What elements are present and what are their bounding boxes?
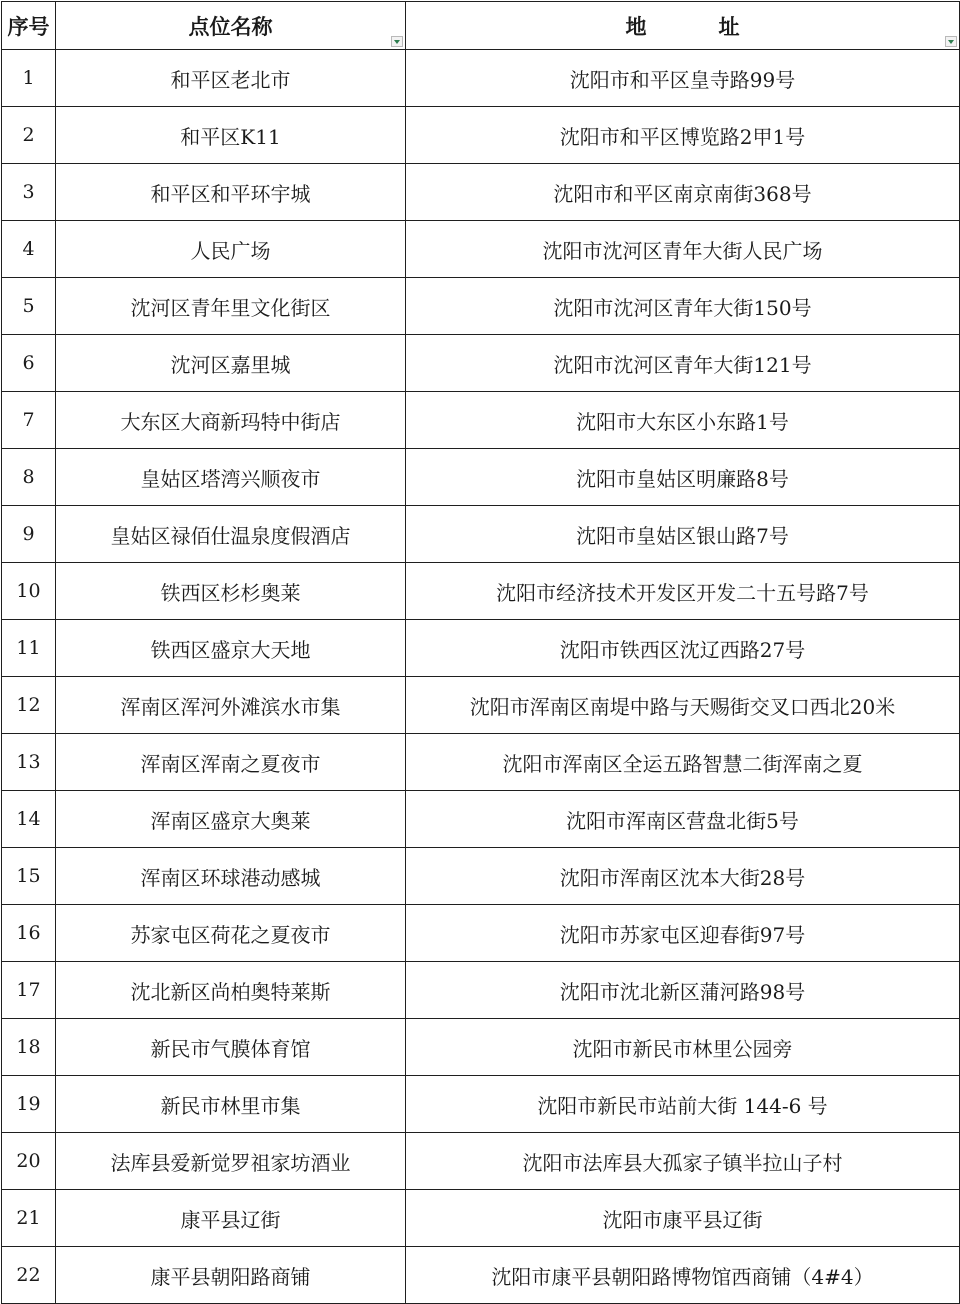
cell-address[interactable]: 沈阳市康平县朝阳路博物馆西商铺（4#4） xyxy=(406,1247,960,1304)
cell-location-name[interactable]: 皇姑区禄佰仕温泉度假酒店 xyxy=(56,506,406,563)
cell-address[interactable]: 沈阳市新民市站前大街 144-6 号 xyxy=(406,1076,960,1133)
cell-location-name[interactable]: 大东区大商新玛特中街店 xyxy=(56,392,406,449)
table-row xyxy=(2,335,960,392)
cell-location-name[interactable]: 皇姑区塔湾兴顺夜市 xyxy=(56,449,406,506)
table-row xyxy=(2,1019,960,1076)
cell-no[interactable]: 4 xyxy=(2,221,56,278)
cell-no[interactable]: 16 xyxy=(2,905,56,962)
cell-no[interactable]: 15 xyxy=(2,848,56,905)
spreadsheet-view xyxy=(0,1,960,1302)
header-address-label xyxy=(626,14,740,39)
cell-location-name[interactable]: 和平区和平环宇城 xyxy=(56,164,406,221)
table-row xyxy=(2,392,960,449)
cell-no[interactable]: 21 xyxy=(2,1190,56,1247)
table-row xyxy=(2,107,960,164)
cell-address[interactable]: 沈阳市苏家屯区迎春街97号 xyxy=(406,905,960,962)
table-row xyxy=(2,1247,960,1304)
cell-no[interactable]: 6 xyxy=(2,335,56,392)
table-row xyxy=(2,506,960,563)
header-row xyxy=(2,2,960,50)
filter-dropdown-icon[interactable] xyxy=(945,36,957,47)
header-address-part2: 址 xyxy=(718,13,740,39)
cell-address[interactable]: 沈阳市皇姑区明廉路8号 xyxy=(406,449,960,506)
table-row xyxy=(2,905,960,962)
cell-no[interactable]: 20 xyxy=(2,1133,56,1190)
cell-address[interactable]: 沈阳市和平区皇寺路99号 xyxy=(406,50,960,107)
cell-location-name[interactable]: 新民市林里市集 xyxy=(56,1076,406,1133)
table-row xyxy=(2,164,960,221)
cell-address[interactable]: 沈阳市皇姑区银山路7号 xyxy=(406,506,960,563)
table-row xyxy=(2,620,960,677)
table-row xyxy=(2,848,960,905)
cell-address[interactable]: 沈阳市大东区小东路1号 xyxy=(406,392,960,449)
cell-no[interactable]: 5 xyxy=(2,278,56,335)
cell-location-name[interactable]: 沈河区青年里文化街区 xyxy=(56,278,406,335)
cell-address[interactable]: 沈阳市和平区博览路2甲1号 xyxy=(406,107,960,164)
cell-address[interactable]: 沈阳市康平县辽街 xyxy=(406,1190,960,1247)
cell-location-name[interactable]: 和平区老北市 xyxy=(56,50,406,107)
cell-no[interactable]: 17 xyxy=(2,962,56,1019)
cell-location-name[interactable]: 和平区K11 xyxy=(56,107,406,164)
table-header xyxy=(2,2,960,50)
cell-address[interactable]: 沈阳市新民市林里公园旁 xyxy=(406,1019,960,1076)
cell-location-name[interactable]: 沈河区嘉里城 xyxy=(56,335,406,392)
cell-address[interactable]: 沈阳市浑南区沈本大街28号 xyxy=(406,848,960,905)
cell-no[interactable]: 2 xyxy=(2,107,56,164)
cell-no[interactable]: 14 xyxy=(2,791,56,848)
cell-no[interactable]: 3 xyxy=(2,164,56,221)
cell-location-name[interactable]: 浑南区浑南之夏夜市 xyxy=(56,734,406,791)
cell-no[interactable]: 19 xyxy=(2,1076,56,1133)
cell-no[interactable]: 7 xyxy=(2,392,56,449)
cell-no[interactable]: 22 xyxy=(2,1247,56,1304)
cell-address[interactable]: 沈阳市沈河区青年大街人民广场 xyxy=(406,221,960,278)
cell-no[interactable]: 1 xyxy=(2,50,56,107)
cell-address[interactable]: 沈阳市浑南区南堤中路与天赐街交叉口西北20米 xyxy=(406,677,960,734)
cell-no[interactable]: 11 xyxy=(2,620,56,677)
cell-address[interactable]: 沈阳市沈北新区蒲河路98号 xyxy=(406,962,960,1019)
cell-address[interactable]: 沈阳市法库县大孤家子镇半拉山子村 xyxy=(406,1133,960,1190)
cell-location-name[interactable]: 浑南区浑河外滩滨水市集 xyxy=(56,677,406,734)
table-row xyxy=(2,50,960,107)
cell-no[interactable]: 12 xyxy=(2,677,56,734)
cell-address[interactable]: 沈阳市和平区南京南街368号 xyxy=(406,164,960,221)
table-row xyxy=(2,677,960,734)
table-row xyxy=(2,563,960,620)
filter-dropdown-icon[interactable] xyxy=(391,36,403,47)
cell-address[interactable]: 沈阳市沈河区青年大街150号 xyxy=(406,278,960,335)
header-address-part1: 地 xyxy=(625,13,647,39)
cell-address[interactable]: 沈阳市铁西区沈辽西路27号 xyxy=(406,620,960,677)
cell-address[interactable]: 沈阳市浑南区全运五路智慧二街浑南之夏 xyxy=(406,734,960,791)
table-row xyxy=(2,449,960,506)
cell-location-name[interactable]: 铁西区杉杉奥莱 xyxy=(56,563,406,620)
cell-address[interactable]: 沈阳市沈河区青年大街121号 xyxy=(406,335,960,392)
location-table xyxy=(1,1,960,1304)
cell-no[interactable]: 10 xyxy=(2,563,56,620)
cell-address[interactable]: 沈阳市浑南区营盘北街5号 xyxy=(406,791,960,848)
header-no-label: 序号 xyxy=(7,13,50,39)
table-row xyxy=(2,278,960,335)
header-cell-address[interactable] xyxy=(406,2,960,50)
table-body xyxy=(2,50,960,1304)
cell-location-name[interactable]: 法库县爱新觉罗祖家坊酒业 xyxy=(56,1133,406,1190)
cell-location-name[interactable]: 沈北新区尚柏奥特莱斯 xyxy=(56,962,406,1019)
cell-location-name[interactable]: 铁西区盛京大天地 xyxy=(56,620,406,677)
cell-location-name[interactable]: 浑南区盛京大奥莱 xyxy=(56,791,406,848)
cell-location-name[interactable]: 康平县辽街 xyxy=(56,1190,406,1247)
table-row xyxy=(2,1076,960,1133)
header-name-label: 点位名称 xyxy=(188,13,273,39)
cell-location-name[interactable]: 苏家屯区荷花之夏夜市 xyxy=(56,905,406,962)
cell-no[interactable]: 9 xyxy=(2,506,56,563)
table-row xyxy=(2,791,960,848)
cell-location-name[interactable]: 康平县朝阳路商铺 xyxy=(56,1247,406,1304)
table-row xyxy=(2,734,960,791)
header-cell-name[interactable] xyxy=(56,2,406,50)
table-row xyxy=(2,221,960,278)
cell-location-name[interactable]: 新民市气膜体育馆 xyxy=(56,1019,406,1076)
cell-no[interactable]: 8 xyxy=(2,449,56,506)
table-row xyxy=(2,1190,960,1247)
cell-location-name[interactable]: 浑南区环球港动感城 xyxy=(56,848,406,905)
table-row xyxy=(2,962,960,1019)
table-row xyxy=(2,1133,960,1190)
cell-address[interactable]: 沈阳市经济技术开发区开发二十五号路7号 xyxy=(406,563,960,620)
cell-no[interactable]: 18 xyxy=(2,1019,56,1076)
header-cell-no[interactable] xyxy=(2,2,56,50)
cell-no[interactable]: 13 xyxy=(2,734,56,791)
cell-location-name[interactable]: 人民广场 xyxy=(56,221,406,278)
